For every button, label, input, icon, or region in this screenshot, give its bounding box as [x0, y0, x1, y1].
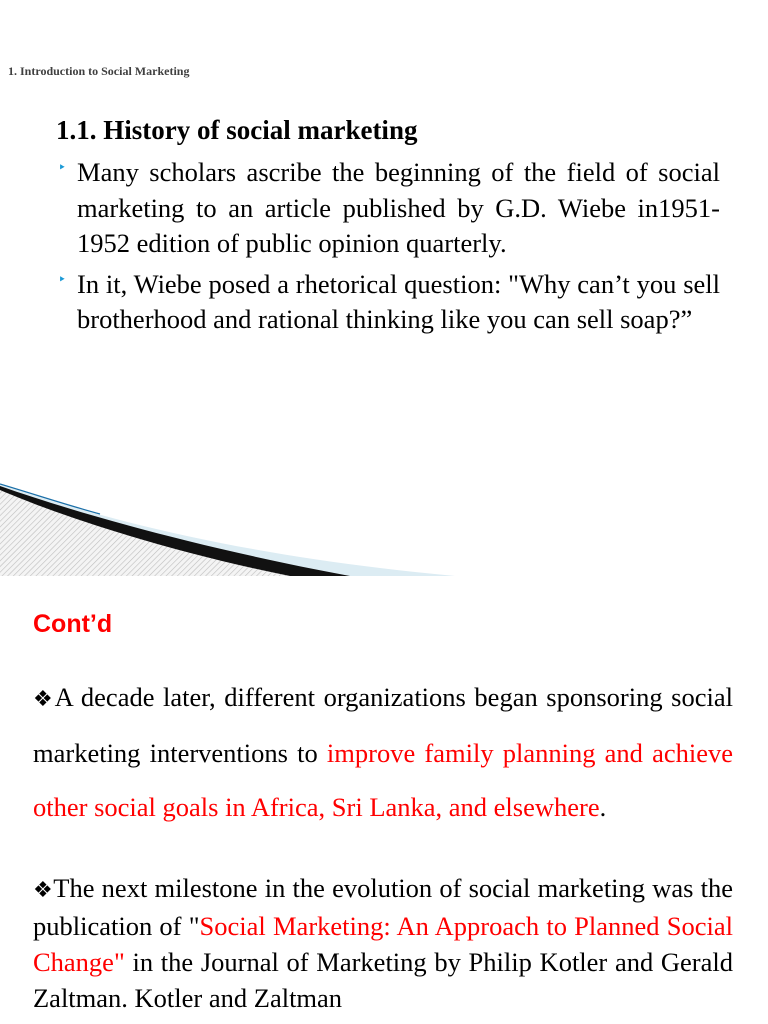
diamond-bullet-icon: ❖	[33, 686, 55, 711]
slide-2	[0, 576, 768, 1024]
highlighted-text: improve family planning and achieve other social goals in Africa, Sri Lanka, and elsewhere	[33, 738, 733, 822]
slide-title: Cont’d	[33, 610, 113, 638]
bullet-list	[56, 155, 720, 343]
section-heading: 1.1. History of social marketing	[56, 115, 418, 145]
bullet-item	[56, 155, 720, 262]
bullet-item	[56, 267, 720, 338]
triangle-bullet-icon: ‣	[58, 161, 67, 176]
bullet-text: Many scholars ascribe the beginning of the field of social marketing to an article published by G.D. Wiebe in1951-1952 edition of public opinion quarterly.	[77, 157, 720, 258]
highlighted-text: Social Marketing: An Approach to Planned Social Change"	[33, 911, 733, 977]
paragraph-text: .	[599, 792, 607, 822]
bullet-text: In it, Wiebe posed a rhetorical question: "Why can’t you sell brotherhood and rational thinking like you can sell soap?”	[77, 268, 720, 334]
decorative-swoosh	[0, 470, 768, 576]
paragraph-text: The next milestone in the evolution of social marketing was the publication of "	[33, 873, 734, 941]
paragraph-text: in the Journal of Marketing by Philip Kotler and Gerald Zaltman. Kotler and Zaltman	[33, 947, 733, 1013]
paragraph-text: A decade later, different organizations began sponsoring social marketing interventions to	[33, 682, 733, 768]
chapter-header: 1. Introduction to Social Marketing	[8, 64, 190, 78]
paragraph	[33, 670, 733, 834]
triangle-bullet-icon: ‣	[58, 272, 67, 288]
paragraph	[33, 870, 733, 1016]
diamond-bullet-icon: ❖	[33, 877, 54, 902]
